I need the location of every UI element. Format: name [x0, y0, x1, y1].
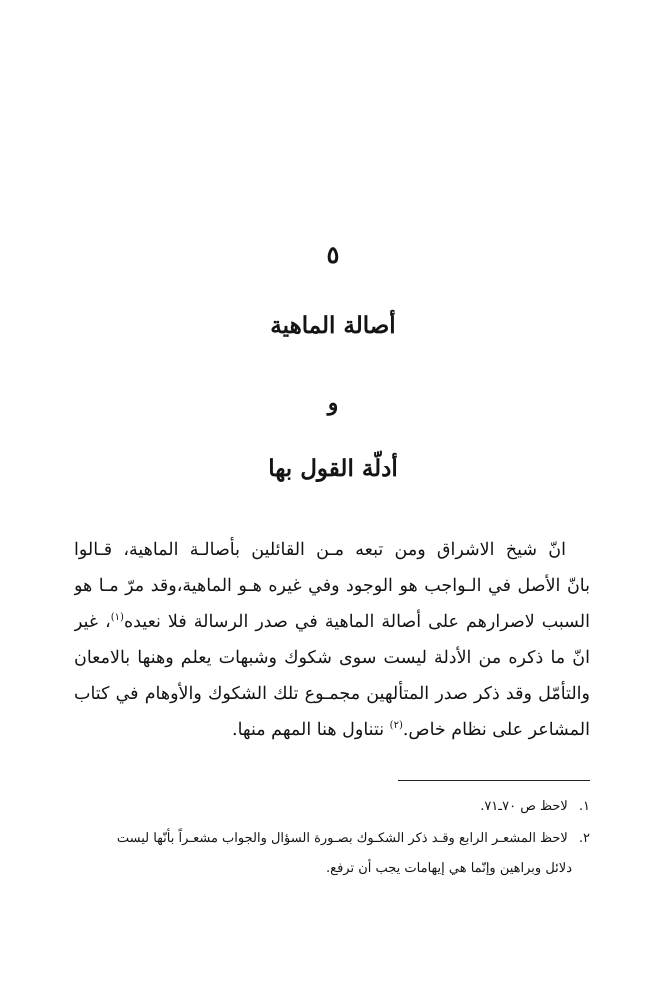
body-line-3-text: السبب لاصرارهم على أصالة الماهية في صدر الرسالة فلا نعيده — [123, 612, 590, 632]
footnote-1-text: لاحظ ص ٧٠ـ٧١. — [480, 799, 568, 814]
body-line-4: انّ ما ذكره من الأدلة ليست سوى شكوك وشبهات يعلم وهنها بالامعان — [74, 648, 590, 668]
body-line-6-text: المشاعر على نظام خاص. — [402, 720, 590, 740]
body-line-3 — [74, 604, 590, 640]
footnote-2-number: ٢. — [578, 831, 590, 846]
footnote-1-number: ١. — [578, 799, 590, 814]
chapter-title-line-1: أصالة الماهية — [270, 312, 396, 339]
body-line-3-tail: ، غير — [74, 612, 111, 632]
footnote-2-text-line-2: دلائل وبراهين وإنّما هي إيهامات يجب أن ترفع. — [326, 861, 572, 876]
body-line-6 — [74, 712, 590, 748]
chapter-title-line-2: أدلّة القول بها — [268, 455, 398, 482]
footnote-2-text-line-1: لاحظ المشعـر الرابع وقـد ذكر الشكـوك بصـورة السؤال والجواب مشعـراً بأنّها ليست — [116, 831, 568, 846]
footnote-1 — [480, 792, 590, 822]
chapter-number: ٥ — [326, 240, 340, 269]
footnote-2 — [117, 824, 590, 854]
chapter-title-conjunction: و — [327, 390, 339, 416]
footnote-divider — [398, 780, 590, 781]
footnote-2-continuation — [326, 854, 572, 884]
body-line-1: انّ شيخ الاشراق ومن تبعه مـن القائلين بأصالـة الماهية، قـالوا — [74, 540, 566, 560]
footnote-ref-2[interactable]: (٢) — [389, 720, 403, 732]
body-line-2: بانّ الأصل في الـواجب هو الوجود وفي غيره هـو الماهية،وقد مرّ مـا هو — [74, 576, 590, 596]
body-line-6-tail: نتناول هنا المهم منها. — [232, 720, 390, 740]
footnote-ref-1[interactable]: (١) — [110, 612, 124, 624]
body-line-5: والتأمّل وقد ذكر صدر المتألهين مجمـوع تلك الشكوك والأوهام في كتاب — [74, 684, 590, 704]
